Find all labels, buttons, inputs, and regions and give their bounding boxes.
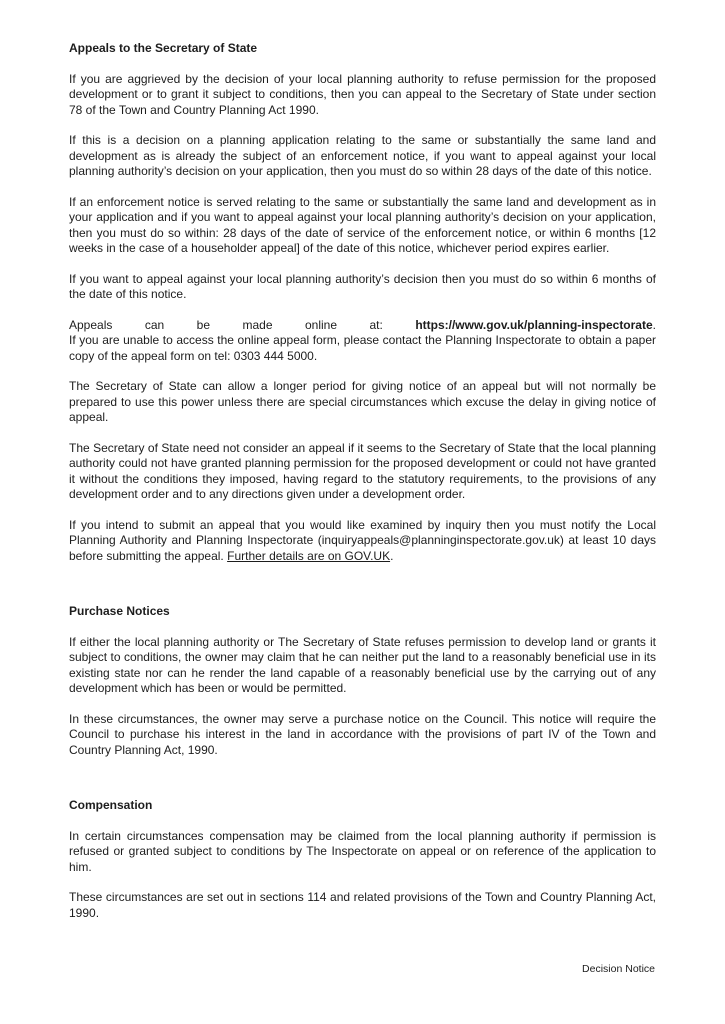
paragraph: [69, 890, 656, 921]
text-segment: These circumstances are set out in sections 114 and related provisions of the Town and Country Planning Act, 1990.: [69, 890, 656, 920]
text-segment: .: [390, 548, 394, 563]
text-segment: If you intend to submit an appeal that you would like examined by inquiry then you must notify the Local Planning Authority and Planning Inspectorate (inquiryappeals@planninginspectorate.gov.uk) at least 10 days before submitting the appeal.: [69, 517, 656, 563]
paragraph: [69, 318, 656, 334]
section-heading: Appeals to the Secretary of State: [69, 41, 258, 55]
paragraph: [69, 441, 656, 503]
paragraph: [69, 272, 656, 303]
text-segment: The Secretary of State can allow a longer period for giving notice of an appeal but will not normally be prepared to use this power unless there are special circumstances which excuse the delay in giving notice of appeal.: [69, 379, 656, 424]
text-segment: .: [652, 317, 656, 332]
paragraph: [69, 133, 656, 180]
paragraph: [69, 829, 656, 876]
paragraph: [69, 72, 656, 119]
text-segment: If an enforcement notice is served relating to the same or substantially the same land and development as in your application and if you want to appeal against your local planning authority’s decision on your application, then you must do so within: 28 days of the date of service of the enforcement notice, or within 6 months [12 weeks in the case of a householder appeal] of the date of this notice, whichever period expires earlier.: [69, 194, 656, 255]
planning-inspectorate-url-link[interactable]: https://www.gov.uk/planning-inspectorate: [415, 317, 653, 332]
section-heading: Purchase Notices: [69, 604, 170, 618]
section-heading: Compensation: [69, 798, 153, 812]
text-segment: If you are unable to access the online appeal form, please contact the Planning Inspectorate to obtain a paper copy of the appeal form on tel: 0303 444 5000.: [69, 333, 656, 363]
text-segment: The Secretary of State need not consider an appeal if it seems to the Secretary of State that the local planning authority could not have granted planning permission for the proposed development or could not have granted it without the conditions they imposed, having regard to the statutory requirements, to the provisions of any development order and to any directions given under a development order.: [69, 440, 656, 501]
text-segment: If this is a decision on a planning application relating to the same or substantially the same land and development as is already the subject of an enforcement notice, if you want to appeal against your local planning authority’s decision on your application, then you must do so within 28 days of the date of this notice.: [69, 133, 656, 178]
govuk-further-details-link[interactable]: Further details are on GOV.UK: [227, 548, 391, 563]
paragraph: [69, 712, 656, 759]
text-segment: If you want to appeal against your local planning authority’s decision then you must do so within 6 months of the date of this notice.: [69, 271, 656, 301]
text-segment: In certain circumstances compensation may be claimed from the local planning authority if permission is refused or granted subject to conditions by The Inspectorate on appeal or on reference of the application to him.: [69, 828, 656, 874]
document-body: [69, 41, 656, 921]
paragraph: [69, 518, 656, 565]
text-segment: In these circumstances, the owner may serve a purchase notice on the Council. This notice will require the Council to purchase his interest in the land in accordance with the provisions of part IV of the Town and Country Planning Act, 1990.: [69, 711, 656, 757]
text-segment: If you are aggrieved by the decision of your local planning authority to refuse permission for the proposed development or to grant it subject to conditions, then you can appeal to the Secretary of State under section 78 of the Town and Country Planning Act 1990.: [69, 71, 656, 117]
paragraph: [69, 195, 656, 257]
text-segment: If either the local planning authority or The Secretary of State refuses permission to develop land or grants it subject to conditions, the owner may claim that he can neither put the land to a reasonably beneficial use in its existing state nor can he render the land capable of a reasonably beneficial use by the carrying out of any development which has been or would be permitted.: [69, 634, 656, 695]
paragraph: [69, 379, 656, 426]
text-segment: Appeals can be made online at:: [69, 317, 416, 332]
paragraph: [69, 333, 656, 364]
paragraph: [69, 635, 656, 697]
page-footer-label: Decision Notice: [582, 963, 655, 975]
